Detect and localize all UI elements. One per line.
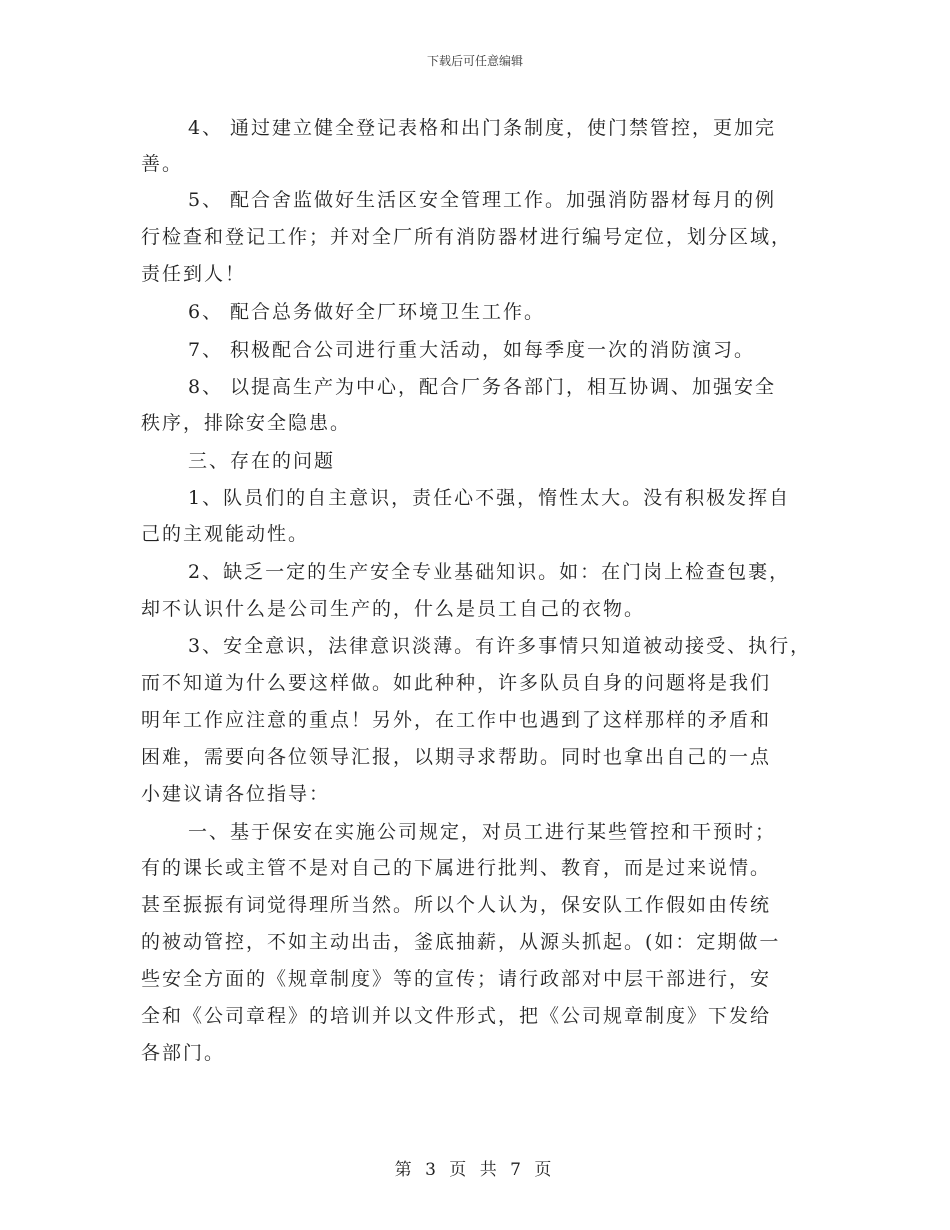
paragraph-line: 小建议请各位指导： <box>141 783 331 805</box>
paragraph-line: 而不知道为什么要这样做。如此种种，许多队员自身的问题将是我们 <box>141 672 772 694</box>
paragraph-line: 己的主观能动性。 <box>141 523 310 545</box>
paragraph-line: 全和《公司章程》的培训并以文件形式，把《公司规章制度》下发给 <box>141 1005 772 1027</box>
paragraph-line: 有的课长或主管不是对自己的下属进行批判、教育，而是过来说情。 <box>141 857 772 879</box>
line-text: 配合总务做好全厂环境卫生工作。 <box>230 301 546 323</box>
line-text: 配合舍监做好生活区安全管理工作。加强消防器材每月的例 <box>230 189 777 211</box>
paragraph-line: 3、安全意识，法律意识淡薄。有许多事情只知道被动接受、执行， <box>188 635 812 657</box>
list-number: 7、 <box>188 339 224 361</box>
paragraph-line: 困难，需要向各位领导汇报，以期寻求帮助。同时也拿出自己的一点 <box>141 746 772 768</box>
paragraph-line <box>188 375 776 399</box>
paragraph-line: 善。 <box>141 153 184 175</box>
section-heading: 三、存在的问题 <box>188 450 336 472</box>
paragraph-line: 1、队员们的自主意识，责任心不强，惰性太大。没有积极发挥自 <box>188 487 791 509</box>
list-number: 8、 <box>188 376 224 398</box>
paragraph-line: 2、缺乏一定的生产安全专业基础知识。如：在门岗上检查包裹， <box>188 561 791 583</box>
paragraph-line <box>188 116 776 140</box>
paragraph-line <box>188 300 545 324</box>
line-text: 通过建立健全登记表格和出门条制度，使门禁管控，更加完 <box>230 117 777 139</box>
line-text: 积极配合公司进行重大活动，如每季度一次的消防演习。 <box>230 339 756 361</box>
paragraph-line <box>188 820 776 844</box>
paragraph-line: 的被动管控，不如主动出击，釜底抽薪，从源头抓起。(如：定期做一 <box>141 931 781 953</box>
list-number: 一、 <box>188 821 231 843</box>
paragraph-line: 责任到人！ <box>141 263 247 285</box>
list-number: 6、 <box>188 301 224 323</box>
paragraph-line: 明年工作应注意的重点！另外，在工作中也遇到了这样那样的矛盾和 <box>141 709 772 731</box>
line-text: 基于保安在实施公司规定，对员工进行某些管控和干预时； <box>230 821 777 843</box>
paragraph-line <box>188 338 755 362</box>
page-header: 下载后可任意编辑 <box>426 54 523 68</box>
paragraph-line <box>188 188 776 212</box>
paragraph-line: 些安全方面的《规章制度》等的宣传；请行政部对中层干部进行，安 <box>141 968 772 990</box>
paragraph-line: 甚至振振有词觉得理所当然。所以个人认为，保安队工作假如由传统 <box>141 894 772 916</box>
paragraph-line: 各部门。 <box>141 1042 226 1064</box>
list-number: 5、 <box>188 189 224 211</box>
paragraph-line: 秩序，排除安全隐患。 <box>141 412 352 434</box>
paragraph-line: 行检查和登记工作；并对全厂所有消防器材进行编号定位，划分区域， <box>141 226 793 248</box>
list-number: 4、 <box>188 117 224 139</box>
line-text: 以提高生产为中心，配合厂务各部门，相互协调、加强安全 <box>230 376 777 398</box>
page-number-footer: 第 3 页 共 7 页 <box>394 1160 556 1180</box>
paragraph-line: 却不认识什么是公司生产的，什么是员工自己的衣物。 <box>141 598 646 620</box>
